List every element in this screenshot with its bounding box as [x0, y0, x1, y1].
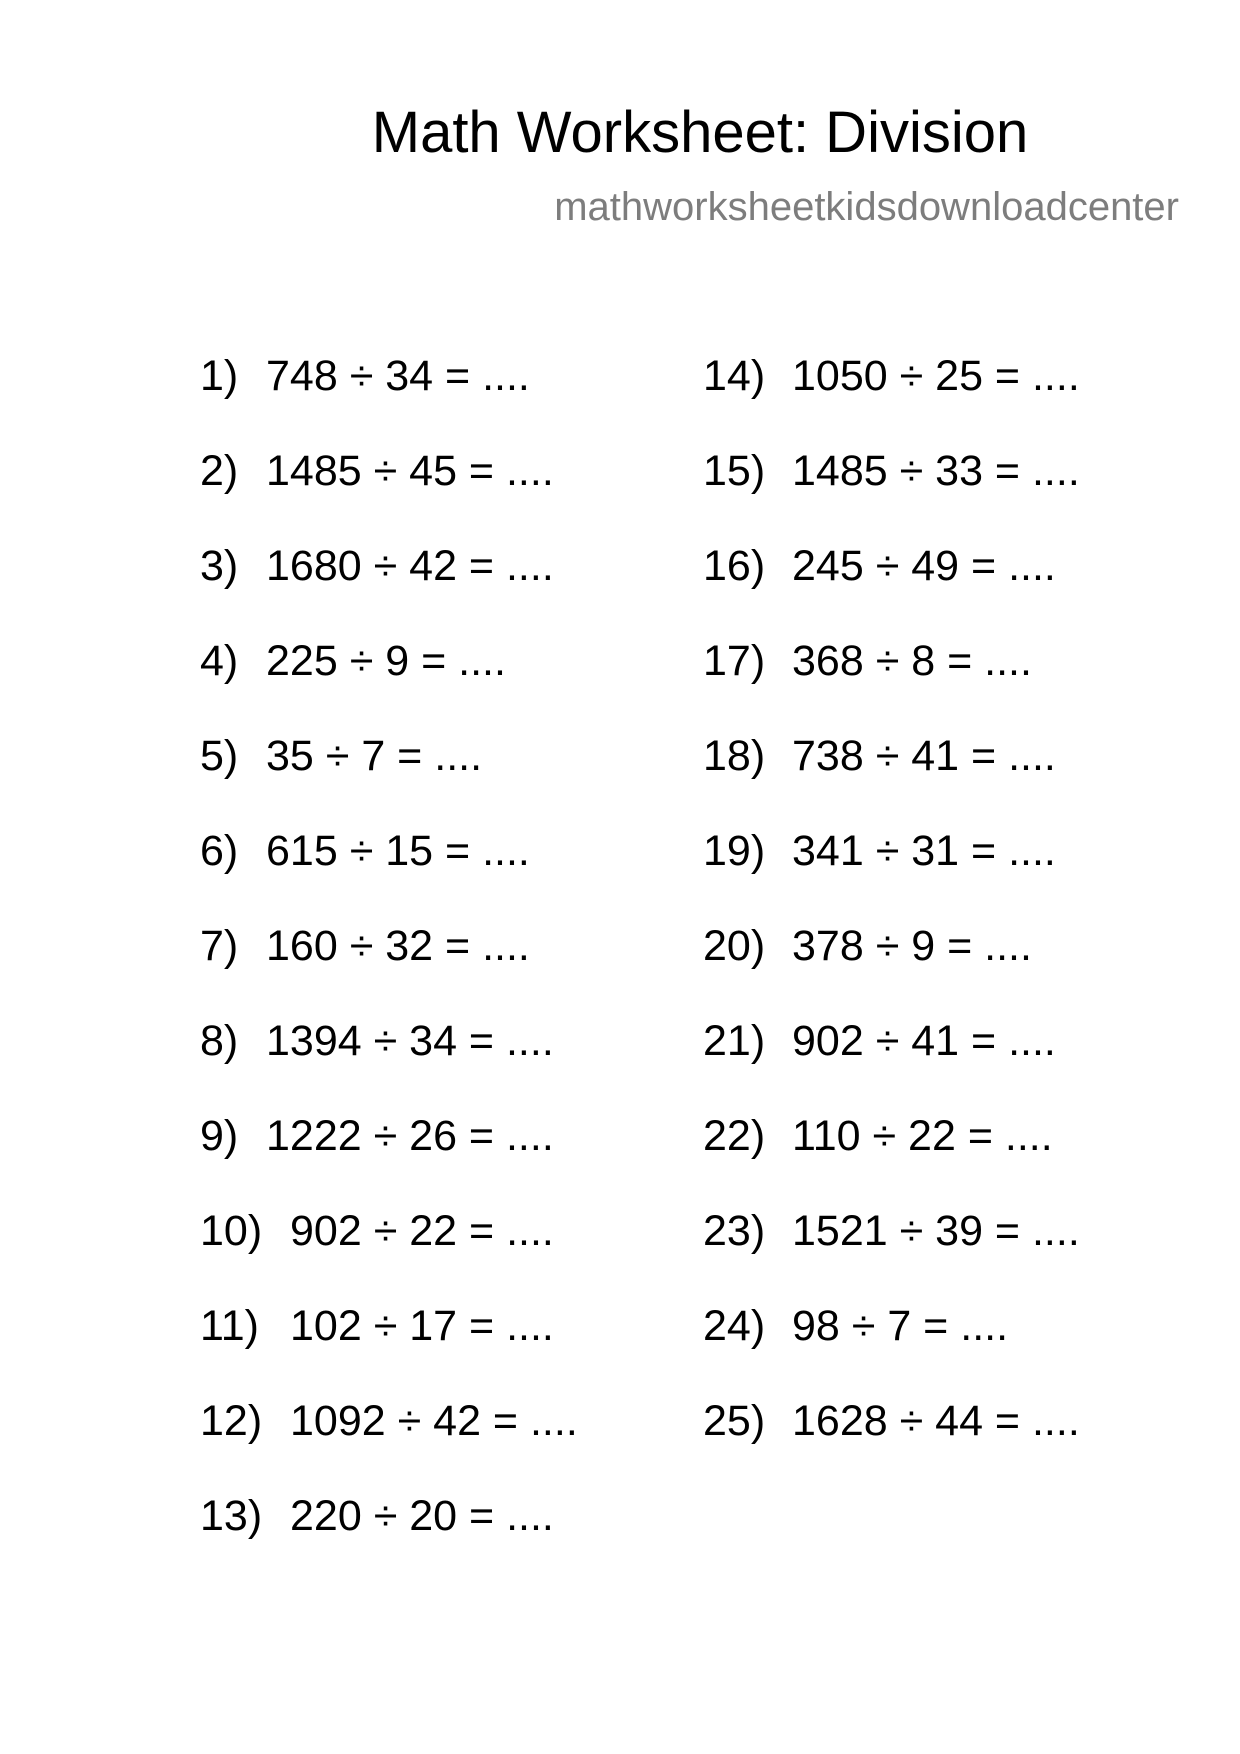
problem-item — [703, 635, 1080, 730]
problem-number: 4) — [200, 637, 239, 685]
problem-column-left — [200, 350, 578, 1585]
problem-number: 11) — [200, 1302, 259, 1350]
problem-expression: 35 ÷ 7 = .... — [266, 732, 483, 780]
problem-item — [200, 920, 578, 1015]
problem-number: 13) — [200, 1492, 263, 1540]
problem-item — [703, 825, 1080, 920]
problem-expression: 748 ÷ 34 = .... — [266, 352, 530, 400]
problem-expression: 902 ÷ 22 = .... — [290, 1207, 554, 1255]
problem-item — [200, 1015, 578, 1110]
problem-item — [703, 1110, 1080, 1205]
problem-number: 19) — [703, 827, 766, 875]
problem-item — [200, 730, 578, 825]
problem-expression: 1050 ÷ 25 = .... — [792, 352, 1080, 400]
problem-number: 18) — [703, 732, 766, 780]
problem-number: 7) — [200, 922, 239, 970]
problem-item — [200, 1205, 578, 1300]
problem-expression: 110 ÷ 22 = .... — [792, 1112, 1053, 1160]
problem-number: 25) — [703, 1397, 766, 1445]
problem-item — [703, 1395, 1080, 1490]
problem-expression: 738 ÷ 41 = .... — [792, 732, 1056, 780]
problem-expression: 245 ÷ 49 = .... — [792, 542, 1056, 590]
problem-item — [200, 825, 578, 920]
problem-number: 3) — [200, 542, 239, 590]
problem-number: 10) — [200, 1207, 263, 1255]
problem-expression: 1222 ÷ 26 = .... — [266, 1112, 554, 1160]
problem-item — [200, 1300, 578, 1395]
problem-expression: 1092 ÷ 42 = .... — [290, 1397, 578, 1445]
problem-number: 8) — [200, 1017, 239, 1065]
worksheet-title: Math Worksheet: Division — [371, 100, 1029, 165]
problem-item — [200, 445, 578, 540]
problem-number: 2) — [200, 447, 239, 495]
problem-number: 5) — [200, 732, 239, 780]
problem-number: 9) — [200, 1112, 239, 1160]
problem-expression: 1628 ÷ 44 = .... — [792, 1397, 1080, 1445]
problem-item — [703, 730, 1080, 825]
problem-number: 14) — [703, 352, 766, 400]
problem-item — [703, 1300, 1080, 1395]
problem-number: 12) — [200, 1397, 263, 1445]
problem-item — [703, 540, 1080, 635]
problem-number: 23) — [703, 1207, 766, 1255]
problem-number: 6) — [200, 827, 239, 875]
problem-expression: 368 ÷ 8 = .... — [792, 637, 1032, 685]
problem-expression: 1680 ÷ 42 = .... — [266, 542, 554, 590]
problem-expression: 1394 ÷ 34 = .... — [266, 1017, 554, 1065]
problem-expression: 341 ÷ 31 = .... — [792, 827, 1056, 875]
problem-expression: 1485 ÷ 33 = .... — [792, 447, 1080, 495]
problem-expression: 160 ÷ 32 = .... — [266, 922, 530, 970]
problem-number: 22) — [703, 1112, 766, 1160]
problem-expression: 225 ÷ 9 = .... — [266, 637, 506, 685]
problem-number: 1) — [200, 352, 239, 400]
problem-expression: 220 ÷ 20 = .... — [290, 1492, 554, 1540]
problem-item — [200, 635, 578, 730]
problem-number: 16) — [703, 542, 766, 590]
problem-expression: 378 ÷ 9 = .... — [792, 922, 1032, 970]
problem-item — [703, 1015, 1080, 1110]
problem-expression: 615 ÷ 15 = .... — [266, 827, 530, 875]
problem-expression: 98 ÷ 7 = .... — [792, 1302, 1009, 1350]
problem-number: 24) — [703, 1302, 766, 1350]
problem-item — [200, 350, 578, 445]
problem-number: 20) — [703, 922, 766, 970]
problem-expression: 1521 ÷ 39 = .... — [792, 1207, 1080, 1255]
problem-item — [200, 540, 578, 635]
problem-item — [703, 350, 1080, 445]
problem-item — [703, 920, 1080, 1015]
problem-item — [703, 1205, 1080, 1300]
problem-expression: 902 ÷ 41 = .... — [792, 1017, 1056, 1065]
problem-number: 21) — [703, 1017, 766, 1065]
worksheet-source: mathworksheetkidsdownloadcenter — [554, 185, 1179, 229]
problem-item — [703, 445, 1080, 540]
problem-item — [200, 1110, 578, 1205]
problem-number: 15) — [703, 447, 766, 495]
problem-column-right — [703, 350, 1080, 1490]
problem-expression: 1485 ÷ 45 = .... — [266, 447, 554, 495]
problem-expression: 102 ÷ 17 = .... — [290, 1302, 554, 1350]
problem-number: 17) — [703, 637, 766, 685]
problem-item — [200, 1490, 578, 1585]
problem-item — [200, 1395, 578, 1490]
